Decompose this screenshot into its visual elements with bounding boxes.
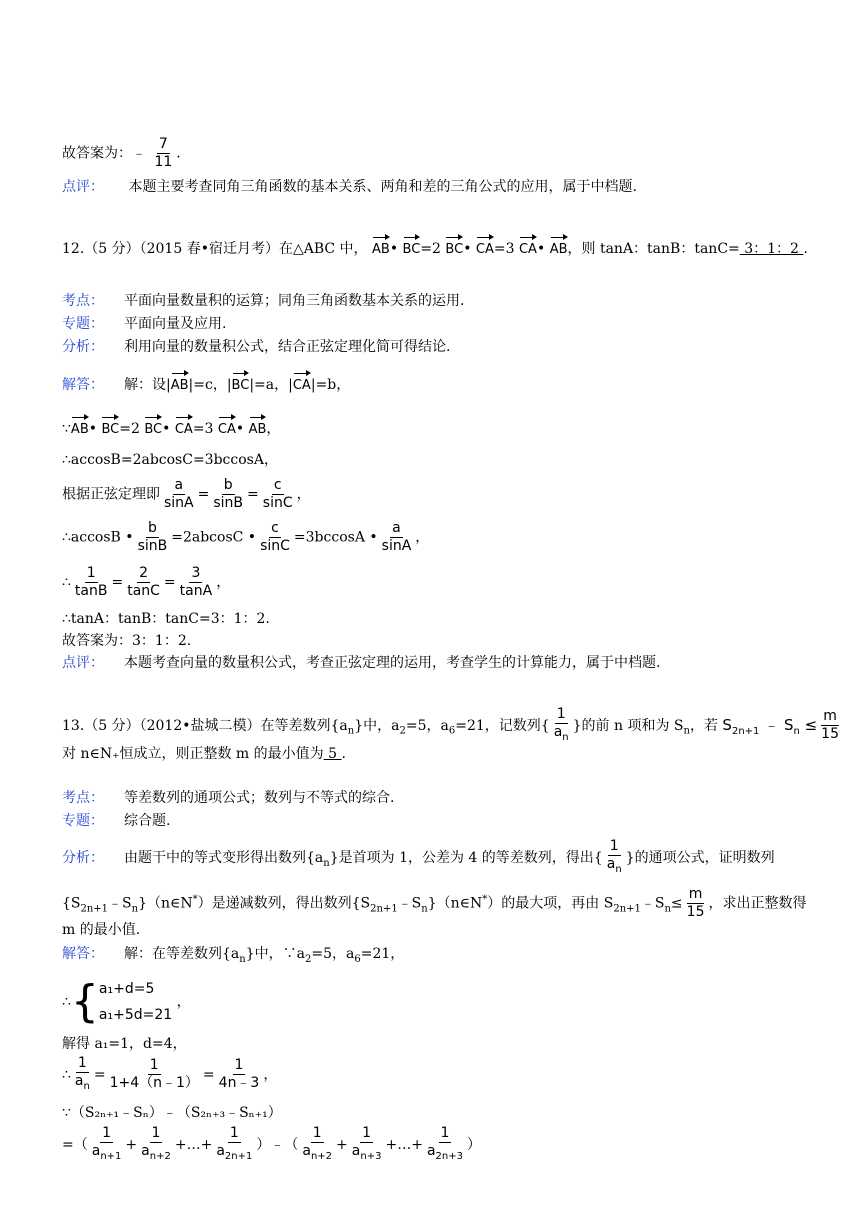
q12-answer: 故答案为：3：1：2. <box>62 633 192 649</box>
q13-stem: 13.（5 分）（2012•盐城二模）在等差数列$\{a_n\}$中，$a_2=5$，$a_6=21$，记数列{ $\frac{1}{a_n}$ }的前 n 项和为 $S_n$，若 $S_{2n+1}$ ﹣ $S_n$ ≤ $\frac{m}{15}$ <box>62 706 839 743</box>
q13-stem-line2: 对 n∈N₊恒成立，则正整数 m 的最小值为 5 . <box>62 746 346 762</box>
q13-solve: 解得 a₁=1，d=4， <box>62 1036 187 1052</box>
answer-fraction: $\frac{7}{11}$ <box>154 136 173 170</box>
q12-zhuanti: 专题： 平面向量及应用. <box>62 316 227 332</box>
q13-kaodian: 考点： 等差数列的通项公式；数列与不等式的综合. <box>62 790 395 806</box>
q12-tan-ratio: ∴tanA：tanB：tanC=3：1：2. <box>62 611 270 627</box>
comment-text: 本题主要考查同角三角函数的基本关系、两角和差的三角公式的应用，属于中档题. <box>128 179 637 195</box>
q12-tan-eq: ∴ $\frac{1}{\tan B}$ = $\frac{2}{\tan C}$ = $\frac{3}{\tan A}$ ， <box>62 565 231 599</box>
q12-sine-law: 根据正弦定理即 $\frac{a}{\sin A}$ = $\frac{b}{\sin B}$ = $\frac{c}{\sin C}$ ， <box>62 477 311 511</box>
q12-because: ∵AB• BC=2 BC• CA=3 CA• AB， <box>62 416 280 439</box>
q12-stem: 12.（5 分）（2015 春•宿迁月考）在△ABC 中， AB• BC=2 BC• CA=3 CA• AB，则 tanA：tanB：tanC= 3：1：2 . <box>62 236 808 259</box>
q12-jieda: 解答： 解：设|AB|=c，|BC|=a，|CA|=b， <box>62 372 350 395</box>
q12-fenxi: 分析： 利用向量的数量积公式，结合正弦定理化简可得结论. <box>62 339 451 355</box>
q13-answer-blank: 5 <box>323 746 342 762</box>
q13-diff-expand: =（ $\frac{1}{a_{n+1}}$ + $\frac{1}{a_{n+2}}$ +…+ $\frac{1}{a_{2n+1}}$ ）﹣（ $\frac{1}{a_{n+2}}$ + $\frac{1}{a_{n+3}}$ +…+ $\frac{1}{a_{2n+3}}$ ） <box>62 1125 481 1162</box>
q11-comment <box>62 178 637 196</box>
q13-diff: ∵（S₂ₙ₊₁﹣Sₙ）﹣（S₂ₙ₊₃﹣Sₙ₊₁） <box>62 1105 282 1121</box>
q11-answer-line: 故答案为：﹣ $\frac{7}{11}$ . <box>62 136 181 170</box>
q13-system: ∴{ a₁+d=5 a₁+5d=21 ， <box>62 976 191 1027</box>
q13-general-term: ∴ $\frac{1}{a_n}$ = $\frac{1}{1+4(n﹣1)}$ = $\frac{1}{4n﹣3}$ ， <box>62 1055 278 1092</box>
q12-comment: 点评： 本题考查向量的数量积公式，考查正弦定理的运用，考查学生的计算能力，属于中档题. <box>62 655 661 671</box>
q13-zhuanti: 专题： 综合题. <box>62 813 171 829</box>
q12-answer-blank: 3：1：2 <box>739 241 804 257</box>
q13-fenxi-line3: m 的最小值. <box>62 922 141 938</box>
q12-eq1: ∴accosB=2abcosC=3bccosA， <box>62 452 278 468</box>
q13-fenxi-line2: $\{S_{2n+1}﹣S_n\}(n\in N^*)$是递减数列，得出数列$\{S_{2n+1}﹣S_n\}(n\in N^*)$的最大项，再由 $S_{2n+1}﹣S_n\le$ $\frac{m}{15}$ ，求出正整数得 <box>62 886 807 920</box>
q12-substitution: ∴accosB • $\frac{b}{\sin B}$ =2abcosC • $\frac{c}{\sin C}$ =3bccosA • $\frac{a}{\sin A}$ ， <box>62 520 430 554</box>
q13-fenxi-line1: 分析： 由题干中的等式变形得出数列$\{a_n\}$是首项为 1，公差为 4 的等差数列，得出{ $\frac{1}{a_n}$ }的通项公式，证明数列 <box>62 838 775 875</box>
comment-label: 点评： <box>62 179 104 195</box>
q12-kaodian: 考点： 平面向量数量积的运算；同角三角函数基本关系的运用. <box>62 293 465 309</box>
q13-jieda: 解答： 解：在等差数列$\{a_n\}$中，$\because a_2=5$，$a_6=21$， <box>62 946 405 965</box>
answer-text: 故答案为：﹣ <box>62 145 146 162</box>
